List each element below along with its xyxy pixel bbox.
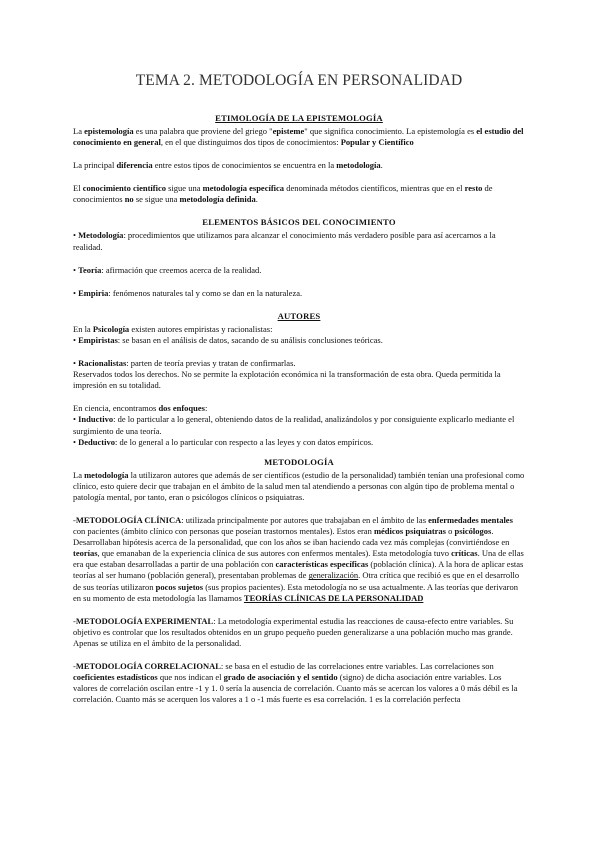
text-run: : de lo general a lo particular con respecto a las leyes y con datos empíricos. (114, 436, 374, 447)
text-run: (sus propios pacientes). Esta metodología no se usa actualmente. A las teorías que derivaron en su momento de esta metodología las llamamos (73, 581, 518, 603)
text-run: • (73, 358, 79, 369)
emphasis-run: metodología específica (202, 183, 285, 194)
text-run: . Una de ellas era que estaban desarrolladas a partir de una población con (73, 548, 524, 570)
emphasis-run: dos enfoques (158, 403, 205, 414)
bullet-item (73, 358, 525, 369)
emphasis-run: resto (464, 183, 483, 194)
text-run: La principal (73, 160, 117, 171)
paragraph-metodologia-experimental (73, 616, 525, 649)
emphasis-run: Psicología (92, 323, 130, 334)
emphasis-run: Deductivo (78, 436, 115, 447)
emphasis-run: grado de asociación y el sentido (223, 672, 338, 683)
paragraph (73, 403, 525, 414)
text-run: . Desarrollaban hipótesis acerca de la personalidad, que con los años se iban haciendo cada vez más complejas (convirtiéndose en (73, 526, 510, 548)
emphasis-run: metodología definida (179, 194, 256, 205)
emphasis-run: conocimiento científico (82, 183, 167, 194)
text-run: es una palabra que proviene del griego " (133, 126, 273, 136)
text-run: , que emanaban de la experiencia clínica de sus autores con enfermos mentales). Esta metodología tuvo (97, 548, 452, 559)
emphasis-run: teorías (73, 548, 98, 559)
text-run: • (73, 264, 79, 275)
paragraph (73, 183, 525, 205)
emphasis-run: METODOLOGÍA EXPERIMENTAL (75, 615, 214, 626)
text-run: • (73, 436, 79, 447)
text-run: . (380, 160, 383, 171)
emphasis-run: características específicas (275, 559, 369, 570)
emphasis-run: el estudio del conocimiento en general (73, 126, 524, 148)
paragraph (73, 324, 525, 335)
text-run: : utilizada principalmente por autores que trabajaban en el ámbito de las (181, 514, 429, 525)
text-run: : procedimientos que utilizamos para alcanzar el conocimiento más verdadero posible para así acercarnos a la realidad. (73, 230, 496, 252)
text-run: denominada métodos científicos, mientras que en el (284, 183, 465, 194)
text-run: , en el que distinguimos dos tipos de conocimientos: (160, 137, 341, 148)
text-run: de conocimientos (73, 183, 493, 205)
emphasis-run: episteme (272, 126, 305, 136)
text-run: con pacientes (ámbito clínico con personas que poseían trastornos mentales). Estos eran (73, 526, 374, 537)
emphasis-run: médicos psiquiatras (373, 526, 446, 537)
emphasis-run: Racionalistas (78, 358, 127, 369)
copyright-notice (73, 369, 525, 391)
section-heading-metodologia: METODOLOGÍA (264, 456, 334, 467)
bullet-item (73, 437, 525, 448)
text-run: (signo) de dicha asociación entre variables. Los valores de correlación oscilan entre -1 y 1. 0 sería la ausencia de correlación. Cuanto más se acercan los valores a 0 más débil es la correlación. Cuanto más se acerquen los valores a 1 o -1 más fuerte es esa correlación. 1 es la correlación perfecta (73, 672, 518, 705)
emphasis-run: Empiria (78, 287, 109, 298)
text-run: existen autores empiristas y racionalistas: (129, 323, 273, 334)
emphasis-run: Inductivo (78, 414, 114, 425)
section-heading-elementos: ELEMENTOS BÁSICOS DEL CONOCIMIENTO (202, 217, 396, 228)
text-run: : (204, 403, 208, 414)
text-run: . Otra crítica que recibió es que en el desarrollo de sus teorías utilizaron (73, 570, 520, 592)
text-run: La (73, 126, 85, 136)
paragraph-metodologia-clinica (73, 515, 525, 604)
text-run: : se basan en el análisis de datos, sacando de su análisis conclusiones teóricas. (117, 334, 383, 345)
text-run: entre estos tipos de conocimientos se encuentra en la (152, 160, 337, 171)
text-run: En ciencia, encontramos (73, 403, 159, 414)
text-run: : afirmación que creemos acerca de la realidad. (101, 264, 262, 275)
section-heading-autores: AUTORES (277, 310, 321, 321)
text-run: • (73, 287, 79, 298)
text-run: (población clínica). A la hora de aplicar estas teorías al ser humano (población general), presentaban problemas de (73, 559, 524, 581)
bullet-item (73, 335, 525, 346)
text-run: : parten de teoría previas y tratan de confirmarlas. (126, 358, 296, 369)
emphasis-run: generalización (308, 570, 359, 581)
emphasis-run: METODOLOGÍA CLÍNICA (75, 514, 182, 525)
text-run: - (73, 661, 76, 671)
text-run: . (255, 194, 258, 205)
text-run: : de lo particular a lo general, obteniendo datos de la realidad, analizándolos y por consiguiente explicarlo mediante el surgimiento de una teoría. (73, 414, 515, 436)
emphasis-run: críticas (451, 548, 478, 559)
text-run: La (73, 469, 85, 480)
text-run: - (73, 514, 76, 525)
emphasis-run: coeficientes estadísticos (73, 672, 158, 683)
text-run: " que significa conocimiento. La epistemología es (304, 126, 477, 136)
text-run: : fenómenos naturales tal y como se dan en la naturaleza. (108, 287, 303, 298)
emphasis-run: epistemología (84, 126, 134, 136)
emphasis-run: diferencia (116, 160, 153, 171)
bullet-item (73, 414, 525, 436)
text-run: En la (73, 323, 93, 334)
text-run: Reservados todos los derechos. No se permite la explotación económica ni la transformación de esta obra. Queda permitida la impresión en su totalidad. (73, 369, 501, 391)
text-run: • (73, 414, 79, 425)
emphasis-run: METODOLOGÍA CORRELACIONAL (75, 661, 221, 671)
text-run: • (73, 334, 79, 345)
text-run: o (445, 526, 455, 537)
text-run: que nos indican el (157, 672, 224, 683)
emphasis-run: psicólogos (454, 526, 492, 537)
text-run: : se basa en el estudio de las correlaciones entre variables. Las correlaciones son (220, 661, 494, 671)
text-run: - (73, 615, 76, 626)
section-heading-etimologia: ETIMOLOGÍA DE LA EPISTEMOLOGÍA (215, 113, 383, 123)
text-run: se sigue una (133, 194, 180, 205)
text-run: : La metodología experimental estudia las reacciones de causa-efecto entre variables. Su objetivo es controlar que los resultados obtenidos en un grupo pequeño pueden generalizarse a una población mucho mas grande. Apenas se utiliza en el ámbito de la personalidad. (73, 615, 514, 648)
emphasis-run: metodología (84, 469, 129, 480)
bullet-item (73, 265, 525, 276)
paragraph (73, 160, 525, 171)
paragraph (73, 470, 525, 503)
page-title: TEMA 2. METODOLOGÍA EN PERSONALIDAD (135, 72, 463, 89)
emphasis-run: Teoría (78, 264, 102, 275)
paragraph (73, 126, 525, 148)
emphasis-run: TEORÍAS CLÍNICAS DE LA PERSONALIDAD (243, 592, 424, 603)
emphasis-run: metodología (336, 160, 381, 171)
emphasis-run: Popular y Científico (340, 137, 414, 148)
paragraph-metodologia-correlacional (73, 661, 525, 705)
emphasis-run: enfermedades mentales (428, 514, 513, 525)
emphasis-run: Metodología (78, 230, 124, 241)
bullet-item (73, 288, 525, 299)
text-run: El (73, 183, 83, 194)
emphasis-run: pocos sujetos (155, 581, 204, 592)
text-run: • (73, 230, 79, 241)
emphasis-run: no (124, 194, 134, 205)
text-run: sigue una (166, 183, 203, 194)
bullet-item (73, 230, 525, 252)
emphasis-run: Empiristas (78, 334, 118, 345)
text-run: la utilizaron autores que además de ser científicos (estudio de la personalidad) también tenían una profesional como clínico, esto quiere decir que trabajan en el ámbito de la salud men tal atendiendo a personas con algún tipo de problema mental o patología mental, por tanto, eran o psicólogos clínicos o psiquiatras. (73, 469, 525, 502)
